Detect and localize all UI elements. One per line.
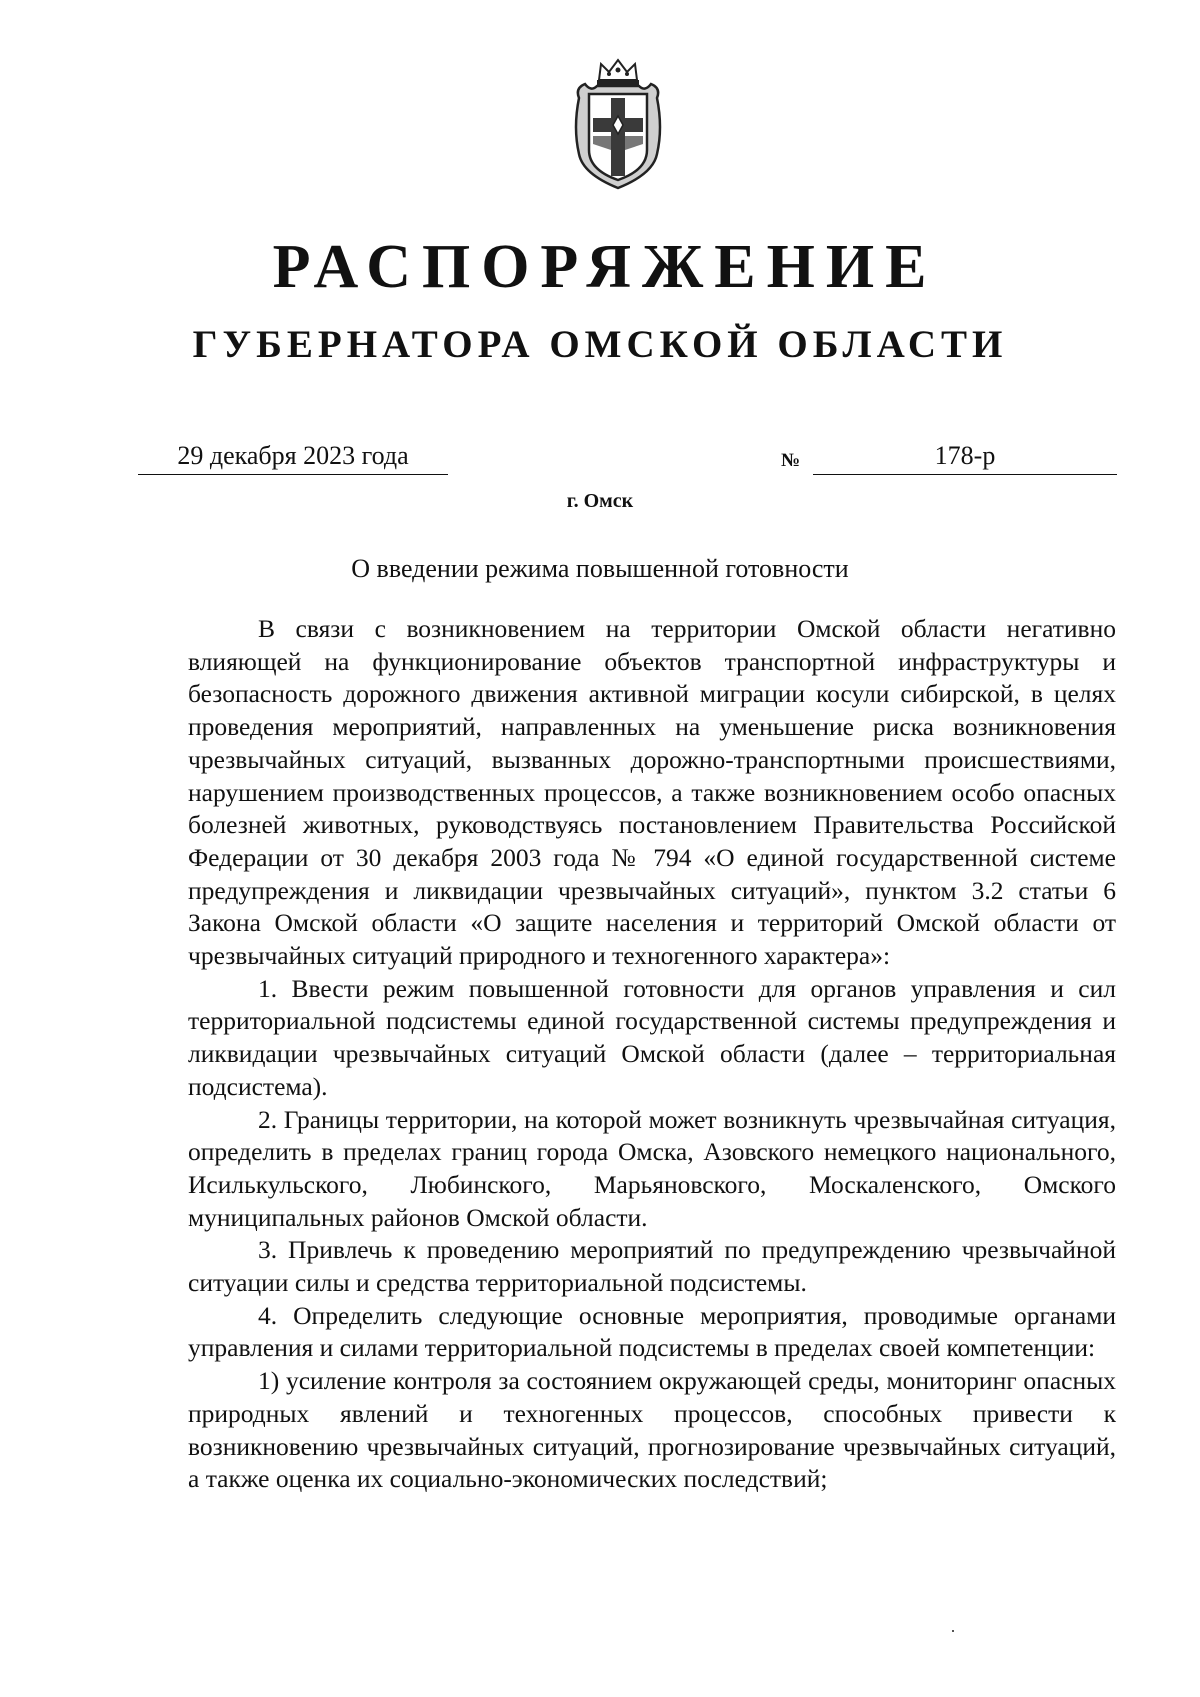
issue-city: г. Омск <box>566 490 634 512</box>
clause-4-paragraph: 4. Определить следующие основные мероприятия, проводимые органами управления и силами территориальной подсистемы в пределах своей компетенции: <box>188 1300 1116 1363</box>
subclause-4-1-paragraph: 1) усиление контроля за состоянием окружающей среды, мониторинг опасных природных явлений и техногенных процессов, способных привести к возникновению чрезвычайных ситуаций, прогнозирование чрезвычайных ситуаций, а также оценка их социально-экономических последствий; <box>188 1366 1116 1494</box>
number-sign-label: № <box>781 450 801 471</box>
document-number: 178-р <box>813 438 1117 475</box>
document-date: 29 декабря 2023 года <box>138 438 448 475</box>
document-body <box>188 613 1116 1496</box>
clause-1-paragraph: 1. Ввести режим повышенной готовности для органов управления и сил территориальной подсистемы единой государственной системы предупреждения и ликвидации чрезвычайных ситуаций Омской области (далее – территориальная подсистема). <box>188 973 1116 1101</box>
issuing-authority-subtitle: ГУБЕРНАТОРА ОМСКОЙ ОБЛАСТИ <box>192 323 1008 366</box>
document-heading: О введении режима повышенной готовности <box>351 554 849 583</box>
scan-speck <box>952 1630 954 1632</box>
preamble-paragraph: В связи с возникновением на территории Омской области негативно влияющей на функционирование объектов транспортной инфраструктуры и безопасность дорожного движения активной миграции косули сибирской, в целях проведения мероприятий, направленных на уменьшение риска возникновения чрезвычайных ситуаций, вызванных дорожно-транспортными происшествиями, нарушением производственных процессов, а также возникновением особо опасных болезней животных, руководствуясь постановлением Правительства Российской Федерации от 30 декабря 2003 года № 794 «О единой государственной системе предупреждения и ликвидации чрезвычайных ситуаций», пунктом 3.2 статьи 6 Закона Омской области «О защите населения и территорий Омской области от чрезвычайных ситуаций природного и техногенного характера»: <box>188 614 1116 971</box>
document-type-title: РАСПОРЯЖЕНИЕ <box>272 233 938 301</box>
clause-2-paragraph: 2. Границы территории, на которой может возникнуть чрезвычайная ситуация, определить в пределах границ города Омска, Азовского немецкого национального, Исилькульского, Любинского, Марьяновского, Москаленского, Омского муниципальных районов Омской области. <box>188 1104 1116 1232</box>
clause-3-paragraph: 3. Привлечь к проведению мероприятий по предупреждению чрезвычайной ситуации силы и средства территориальной подсистемы. <box>188 1235 1116 1298</box>
omsk-coat-of-arms-icon <box>571 58 665 190</box>
